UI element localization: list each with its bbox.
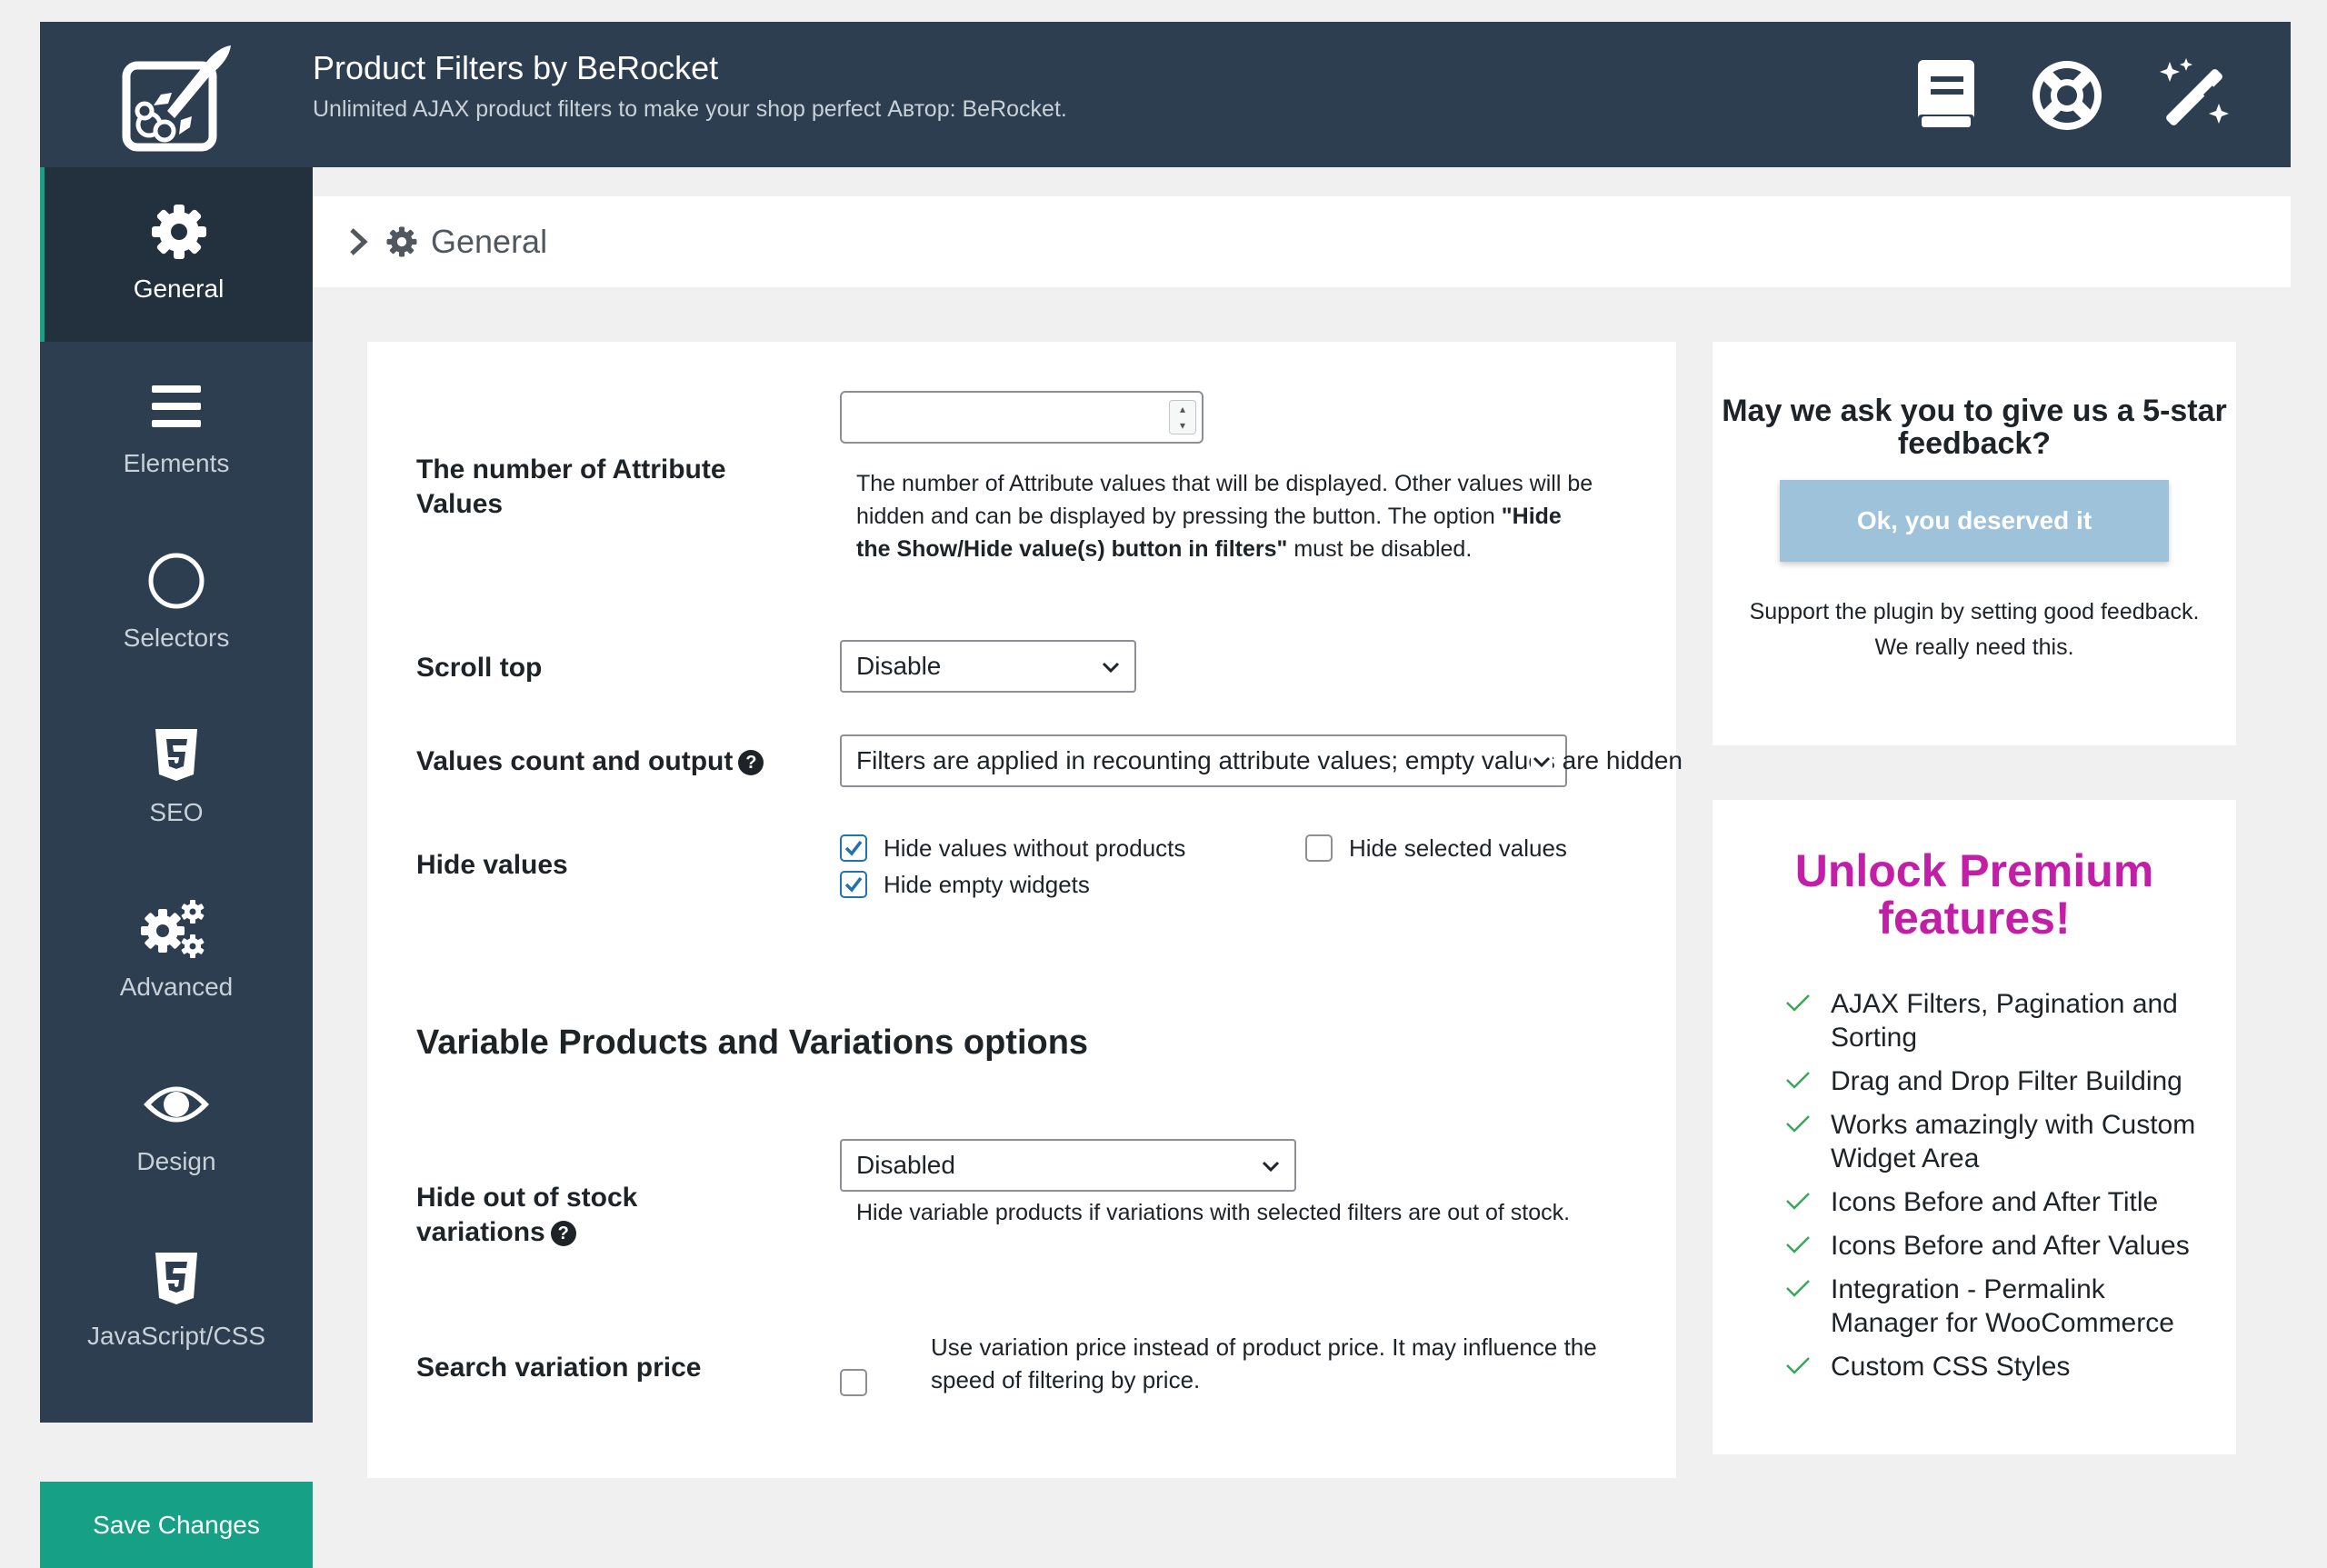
feature-label: Custom CSS Styles — [1831, 1352, 2071, 1382]
sidebar-item-label: Selectors — [123, 624, 230, 652]
eye-icon — [40, 1073, 313, 1136]
save-changes-button[interactable]: Save Changes — [40, 1482, 313, 1568]
breadcrumb — [313, 196, 2291, 287]
feedback-button[interactable]: Ok, you deserved it — [1780, 480, 2169, 562]
list-item — [1785, 1185, 2212, 1219]
sidebar-item-label: Advanced — [119, 973, 234, 1001]
values-count-label-text: Values count and output — [416, 746, 734, 776]
hide-out-of-stock-value: Disabled — [856, 1151, 955, 1179]
premium-card — [1713, 800, 2236, 1454]
check-icon — [1785, 1278, 1811, 1298]
list-item — [1785, 1229, 2212, 1263]
section-title-variable-products: Variable Products and Variations options — [416, 1024, 1089, 1062]
menu-icon — [40, 375, 313, 438]
sidebar-item-label: General — [133, 275, 225, 303]
attr-values-desc-text: The number of Attribute values that will be displayed. Other values will be hidden and can be displayed by pressing the button. The option — [856, 471, 1593, 529]
feature-label: Icons Before and After Values — [1831, 1231, 2190, 1261]
lifebuoy-icon[interactable] — [2026, 55, 2108, 136]
sidebar — [40, 167, 313, 1539]
feedback-card — [1713, 342, 2236, 745]
plugin-logo — [40, 22, 313, 167]
feature-label: Works amazingly with Custom Widget Area — [1831, 1110, 2196, 1174]
check-icon — [1785, 1191, 1811, 1211]
hide-empty-widgets-checkbox[interactable] — [840, 871, 867, 898]
premium-title: Unlock Premium features! — [1794, 845, 2154, 944]
check-icon — [1785, 1114, 1811, 1134]
feedback-text-line1: Support the plugin by setting good feedback. — [1749, 599, 2200, 624]
feature-label: Icons Before and After Title — [1831, 1187, 2159, 1217]
scroll-top-select[interactable] — [840, 640, 1136, 693]
attr-values-desc-bold: "Hide the Show/Hide value(s) button in filters" — [856, 504, 1562, 562]
check-icon — [1785, 1070, 1811, 1090]
app-window — [40, 22, 2291, 1539]
number-spinner[interactable]: ▴ ▾ — [1169, 400, 1196, 434]
scroll-top-value: Disable — [856, 652, 942, 680]
feedback-title: May we ask you to give us a 5-star feedback? — [1722, 394, 2227, 461]
hide-empty-widgets-label: Hide empty widgets — [884, 871, 1090, 898]
sidebar-item-javascript-css[interactable] — [40, 1214, 313, 1389]
hide-out-of-stock-select[interactable] — [840, 1139, 1296, 1192]
list-item — [1785, 1064, 2212, 1098]
list-item — [1785, 1108, 2212, 1175]
hide-selected-values-label: Hide selected values — [1349, 834, 1567, 862]
plugin-title: Product Filters by BeRocket — [313, 49, 719, 86]
check-icon — [1785, 1355, 1811, 1375]
list-item — [1785, 1350, 2212, 1383]
hide-selected-values-checkbox[interactable] — [1305, 834, 1333, 862]
sidebar-item-label: JavaScript/CSS — [86, 1322, 266, 1350]
attr-values-label: The number of Attribute Values — [416, 454, 726, 519]
scroll-top-label: Scroll top — [416, 653, 543, 683]
circle-icon — [40, 549, 313, 613]
sidebar-item-elements[interactable] — [40, 342, 313, 516]
hide-out-of-stock-label-line1: Hide out of stock — [416, 1183, 638, 1213]
gears-icon — [40, 898, 313, 962]
help-icon[interactable]: ? — [738, 750, 764, 775]
rocket-logo-icon — [117, 38, 235, 156]
hide-out-of-stock-label-line2: variations — [416, 1217, 545, 1247]
search-variation-price-label: Search variation price — [416, 1353, 702, 1383]
chevron-down-icon — [1260, 1155, 1282, 1177]
sidebar-item-label: Design — [136, 1147, 216, 1175]
list-item — [1785, 1273, 2212, 1340]
attr-values-input[interactable] — [840, 391, 1203, 444]
gear-icon — [385, 225, 418, 258]
header — [40, 22, 2291, 167]
hide-values-without-products-label: Hide values without products — [884, 834, 1186, 862]
sidebar-item-general[interactable] — [40, 167, 313, 342]
feature-label: Integration - Permalink Manager for WooCommerce — [1831, 1274, 2174, 1338]
chevron-down-icon — [1531, 751, 1553, 773]
sidebar-item-selectors[interactable] — [40, 516, 313, 691]
search-variation-price-checkbox[interactable] — [840, 1369, 867, 1396]
values-count-value: Filters are applied in recounting attribute values; empty values are hidden — [856, 746, 1683, 774]
check-icon — [1785, 1234, 1811, 1254]
hide-out-of-stock-description: Hide variable products if variations with selected filters are out of stock. — [856, 1200, 1571, 1225]
values-count-select[interactable] — [840, 734, 1683, 787]
html5-icon — [40, 724, 313, 787]
chevron-down-icon — [1100, 656, 1122, 678]
settings-panel — [367, 342, 1683, 1478]
plugin-description: Unlimited AJAX product filters to make your shop perfect Автор: BeRocket. — [313, 96, 1067, 122]
sidebar-item-seo[interactable] — [40, 691, 313, 865]
search-variation-price-description: Use variation price instead of product price. It may influence the speed of filtering by price. — [931, 1333, 1597, 1393]
sidebar-item-design[interactable] — [40, 1040, 313, 1214]
attr-values-description — [856, 467, 1602, 565]
magic-wand-icon[interactable] — [2153, 55, 2235, 136]
feature-label: Drag and Drop Filter Building — [1831, 1066, 2182, 1096]
feedback-text — [1749, 594, 2200, 665]
premium-feature-list — [1785, 987, 2212, 1393]
gear-icon — [45, 200, 313, 264]
values-count-label — [416, 744, 764, 779]
hide-values-label: Hide values — [416, 850, 568, 880]
feature-label: AJAX Filters, Pagination and Sorting — [1831, 989, 2178, 1053]
check-icon — [1785, 993, 1811, 1013]
hide-values-without-products-checkbox[interactable] — [840, 834, 867, 862]
help-icon[interactable]: ? — [551, 1221, 576, 1246]
hide-out-of-stock-label — [416, 1181, 637, 1250]
sidebar-item-label: SEO — [149, 798, 204, 826]
sidebar-item-label: Elements — [123, 449, 230, 477]
breadcrumb-label: General — [431, 223, 548, 260]
css3-icon — [40, 1247, 313, 1311]
sidebar-item-advanced[interactable] — [40, 865, 313, 1040]
list-item — [1785, 987, 2212, 1054]
chevron-right-icon[interactable] — [347, 226, 369, 257]
attr-values-desc-tail: must be disabled. — [1287, 536, 1473, 562]
feedback-text-line2: We really need this. — [1874, 634, 2074, 660]
book-icon[interactable] — [1903, 55, 1985, 136]
